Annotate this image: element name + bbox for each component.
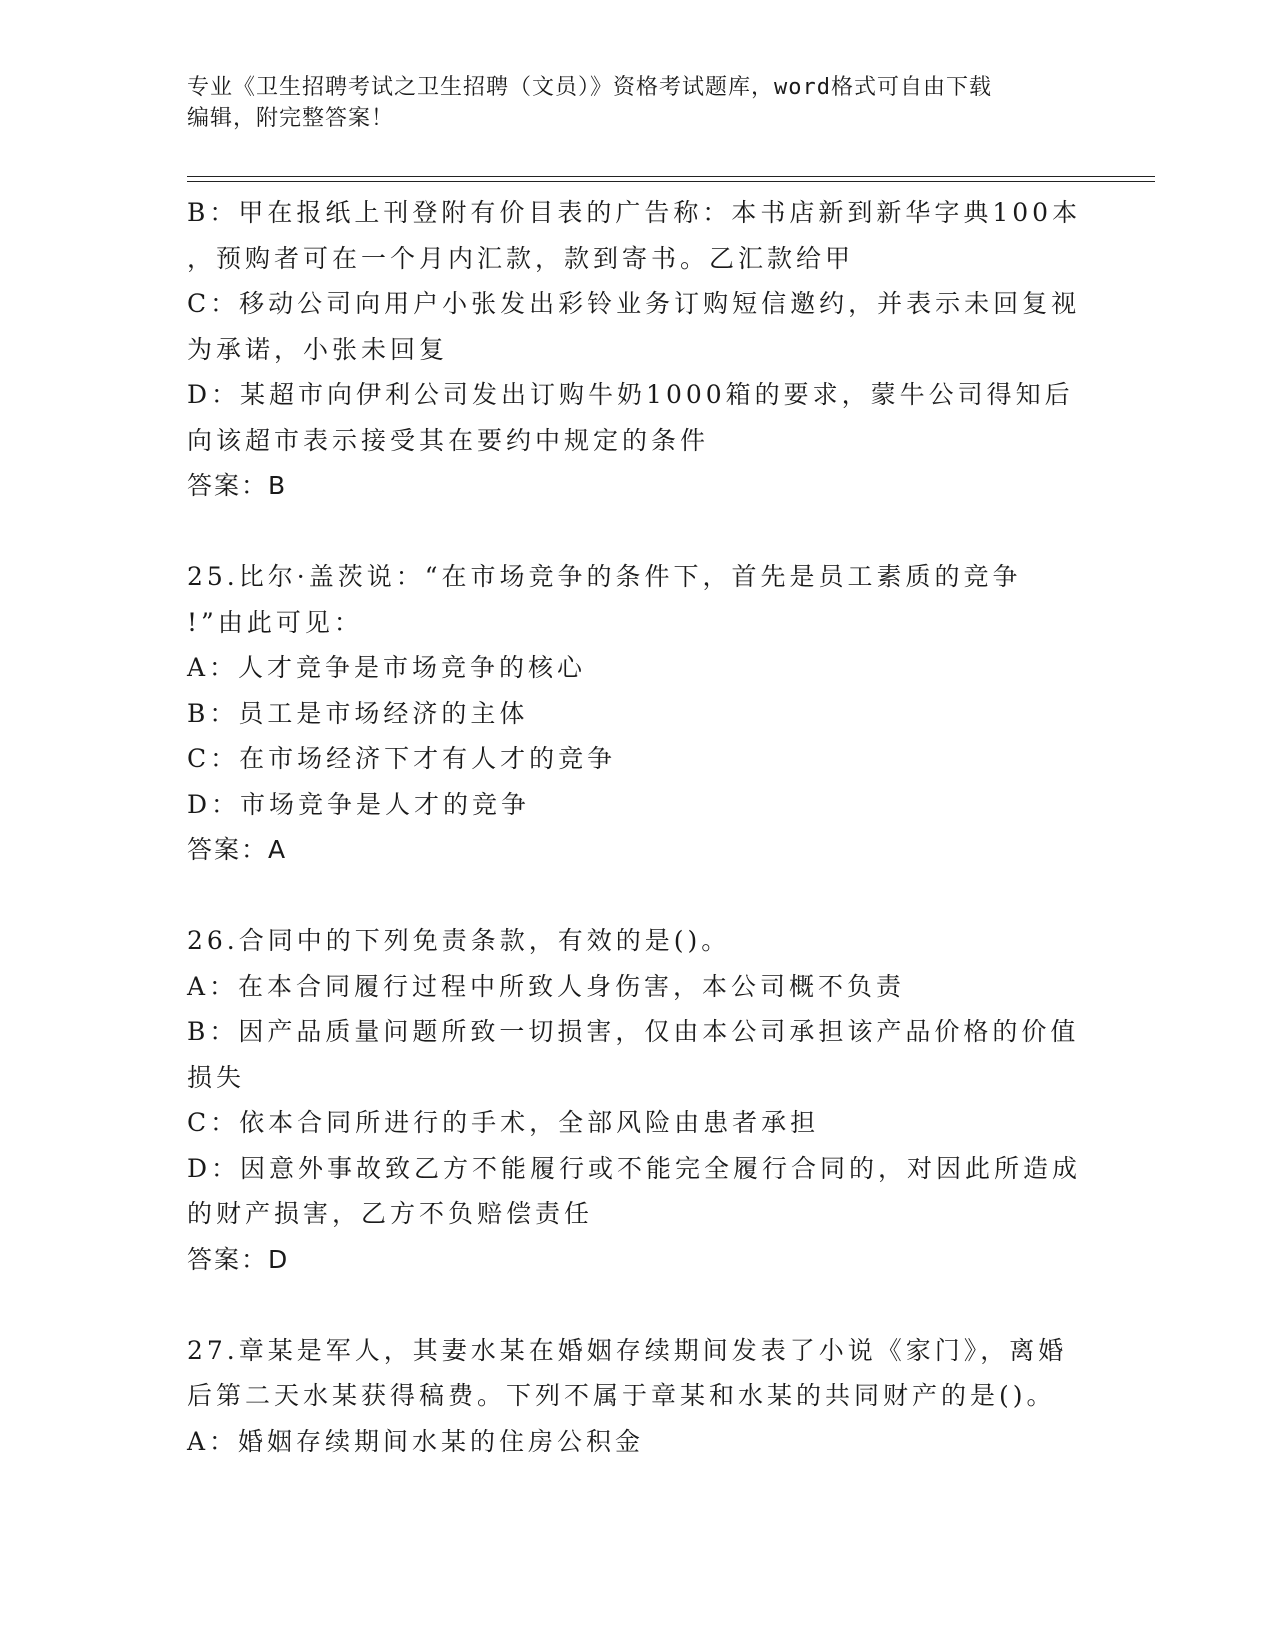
header-line-1: 专业《卫生招聘考试之卫生招聘（文员）》资格考试题库，word格式可自由下载 — [187, 75, 992, 100]
option-line: D：某超市向伊利公司发出订购牛奶1000箱的要求，蒙牛公司得知后 — [187, 380, 1074, 409]
spacer — [187, 509, 1087, 555]
option-line: ，预购者可在一个月内汇款，款到寄书。乙汇款给甲 — [187, 243, 855, 273]
question-stem: 后第二天水某获得稿费。下列不属于章某和水某的共同财产的是()。 — [187, 1381, 1056, 1410]
option-c: C：在市场经济下才有人才的竞争 — [187, 744, 617, 773]
option-d: D：因意外事故致乙方不能履行或不能完全履行合同的，对因此所造成 — [187, 1153, 1082, 1183]
option-line: B：甲在报纸上刊登附有价目表的广告称：本书店新到新华字典100本 — [187, 198, 1082, 227]
option-d-continued: 的财产损害，乙方不负赔偿责任 — [187, 1199, 594, 1228]
option-c: C：依本合同所进行的手术，全部风险由患者承担 — [187, 1108, 820, 1137]
option-line: C：移动公司向用户小张发出彩铃业务订购短信邀约，并表示未回复视 — [187, 289, 1081, 318]
question-stem: 26.合同中的下列免责条款，有效的是()。 — [187, 926, 731, 955]
option-b: B：因产品质量问题所致一切损害，仅由本公司承担该产品价格的价值 — [187, 1017, 1080, 1046]
question-27 — [187, 1328, 1087, 1465]
answer-line: 答案：B — [187, 471, 288, 500]
document-header — [187, 72, 1087, 134]
question-stem: 25.比尔·盖茨说：“在市场竞争的条件下，首先是员工素质的竞争 — [187, 562, 1022, 591]
option-a: A：婚姻存续期间水某的住房公积金 — [187, 1426, 645, 1456]
question-25 — [187, 554, 1087, 873]
question-stem: 27.章某是军人，其妻水某在婚姻存续期间发表了小说《家门》，离婚 — [187, 1335, 1068, 1365]
option-a: A：在本合同履行过程中所致人身伤害，本公司概不负责 — [187, 971, 906, 1001]
question-content — [187, 190, 1087, 1464]
spacer — [187, 873, 1087, 919]
option-b: B：员工是市场经济的主体 — [187, 698, 529, 728]
answer-line: 答案：D — [187, 1244, 290, 1274]
option-b-continued: 损失 — [187, 1062, 246, 1092]
option-d: D：市场竞争是人才的竞争 — [187, 789, 531, 819]
spacer — [187, 1282, 1087, 1328]
header-line-2: 编辑，附完整答案！ — [187, 106, 395, 131]
option-a: A：人才竞争是市场竞争的核心 — [187, 653, 587, 682]
option-line: 向该超市表示接受其在要约中规定的条件 — [187, 425, 710, 455]
header-divider — [187, 176, 1155, 182]
question-26 — [187, 918, 1087, 1282]
option-line: 为承诺，小张未回复 — [187, 334, 449, 364]
answer-line: 答案：A — [187, 835, 288, 864]
question-stem: !”由此可见： — [187, 607, 363, 637]
prev-question-block — [187, 190, 1087, 509]
